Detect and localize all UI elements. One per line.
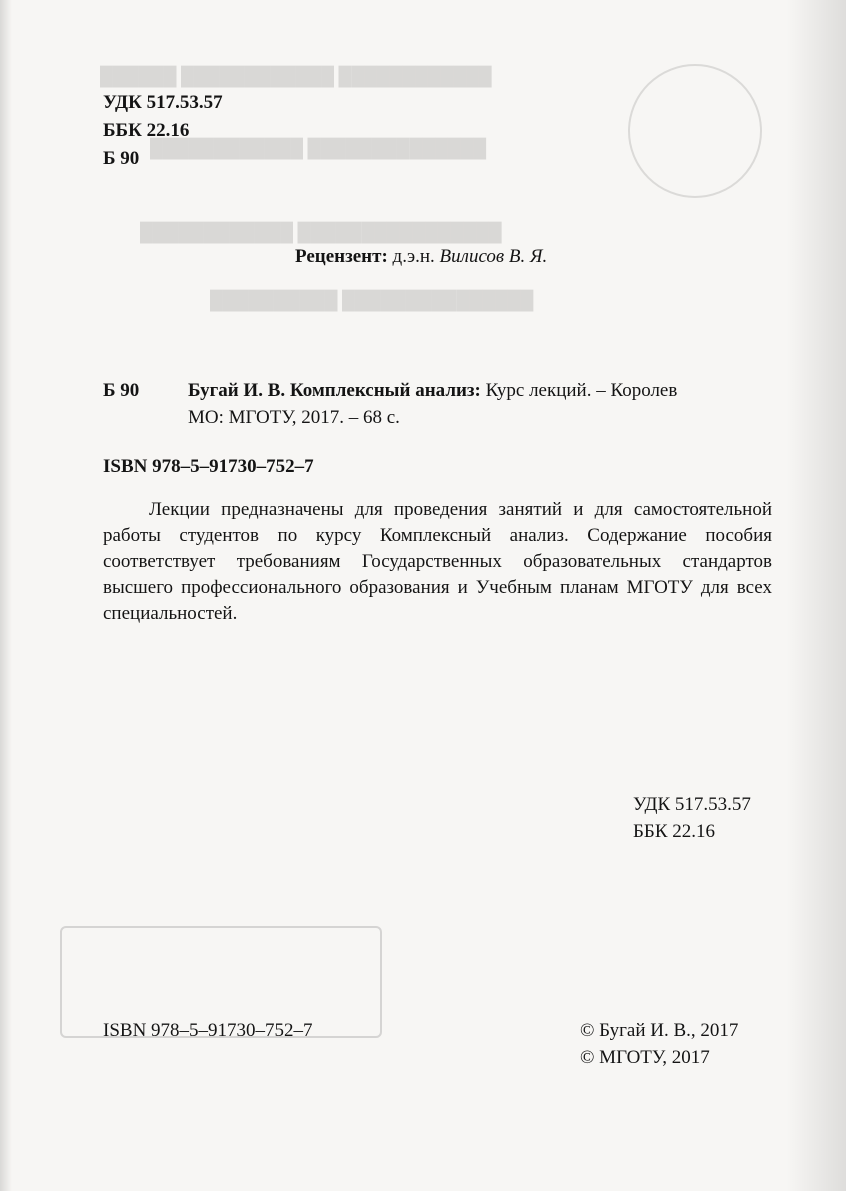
reviewer-label: Рецензент: [295, 246, 388, 267]
biblio-code: Б 90 [103, 380, 140, 401]
copyright-org: © МГОТУ, 2017 [580, 1047, 710, 1068]
annotation-paragraph: Лекции предназначены для проведения занятий и для самостоятельной работы студентов по курсу Комплексный анализ. Содержание пособия соответствует требованиям Государственных образовательных стандартов высшего профессионального образования и Учебным планам МГОТУ для всех специальностей. [103, 499, 772, 624]
bbk-code-bottom: ББК 22.16 [633, 821, 715, 842]
page-edge-shadow-left [0, 0, 12, 1191]
biblio-rest: Курс лекций. – Королев [485, 380, 678, 401]
bleed-through-line: ████████████████ ████████████ [140, 222, 502, 242]
isbn-bottom: ISBN 978–5–91730–752–7 [103, 1020, 313, 1041]
bbk-code: ББК 22.16 [103, 120, 190, 141]
page-edge-shadow-right [786, 0, 846, 1191]
author-mark: Б 90 [103, 148, 140, 169]
biblio-author-title: Бугай И. В. Комплексный анализ: [188, 380, 481, 401]
copyright-author: © Бугай И. В., 2017 [580, 1020, 739, 1041]
bleed-through-line: ███████████████ ██████████ [210, 290, 534, 310]
reviewer-line [295, 244, 547, 270]
bleed-through-line: ██████████████ ████████████ [150, 138, 487, 158]
biblio-line-2: МО: МГОТУ, 2017. – 68 с. [188, 407, 400, 428]
reviewer-degree: д.э.н. [392, 246, 435, 267]
biblio-line-1 [188, 378, 677, 404]
bleed-through-seal [628, 64, 762, 198]
bleed-through-line: ████████████ ████████████ ██████ [100, 66, 492, 86]
reviewer-name: Вилисов В. Я. [439, 246, 548, 267]
udk-code-bottom: УДК 517.53.57 [633, 794, 751, 815]
udk-code: УДК 517.53.57 [103, 92, 223, 113]
isbn-top: ISBN 978–5–91730–752–7 [103, 456, 314, 477]
